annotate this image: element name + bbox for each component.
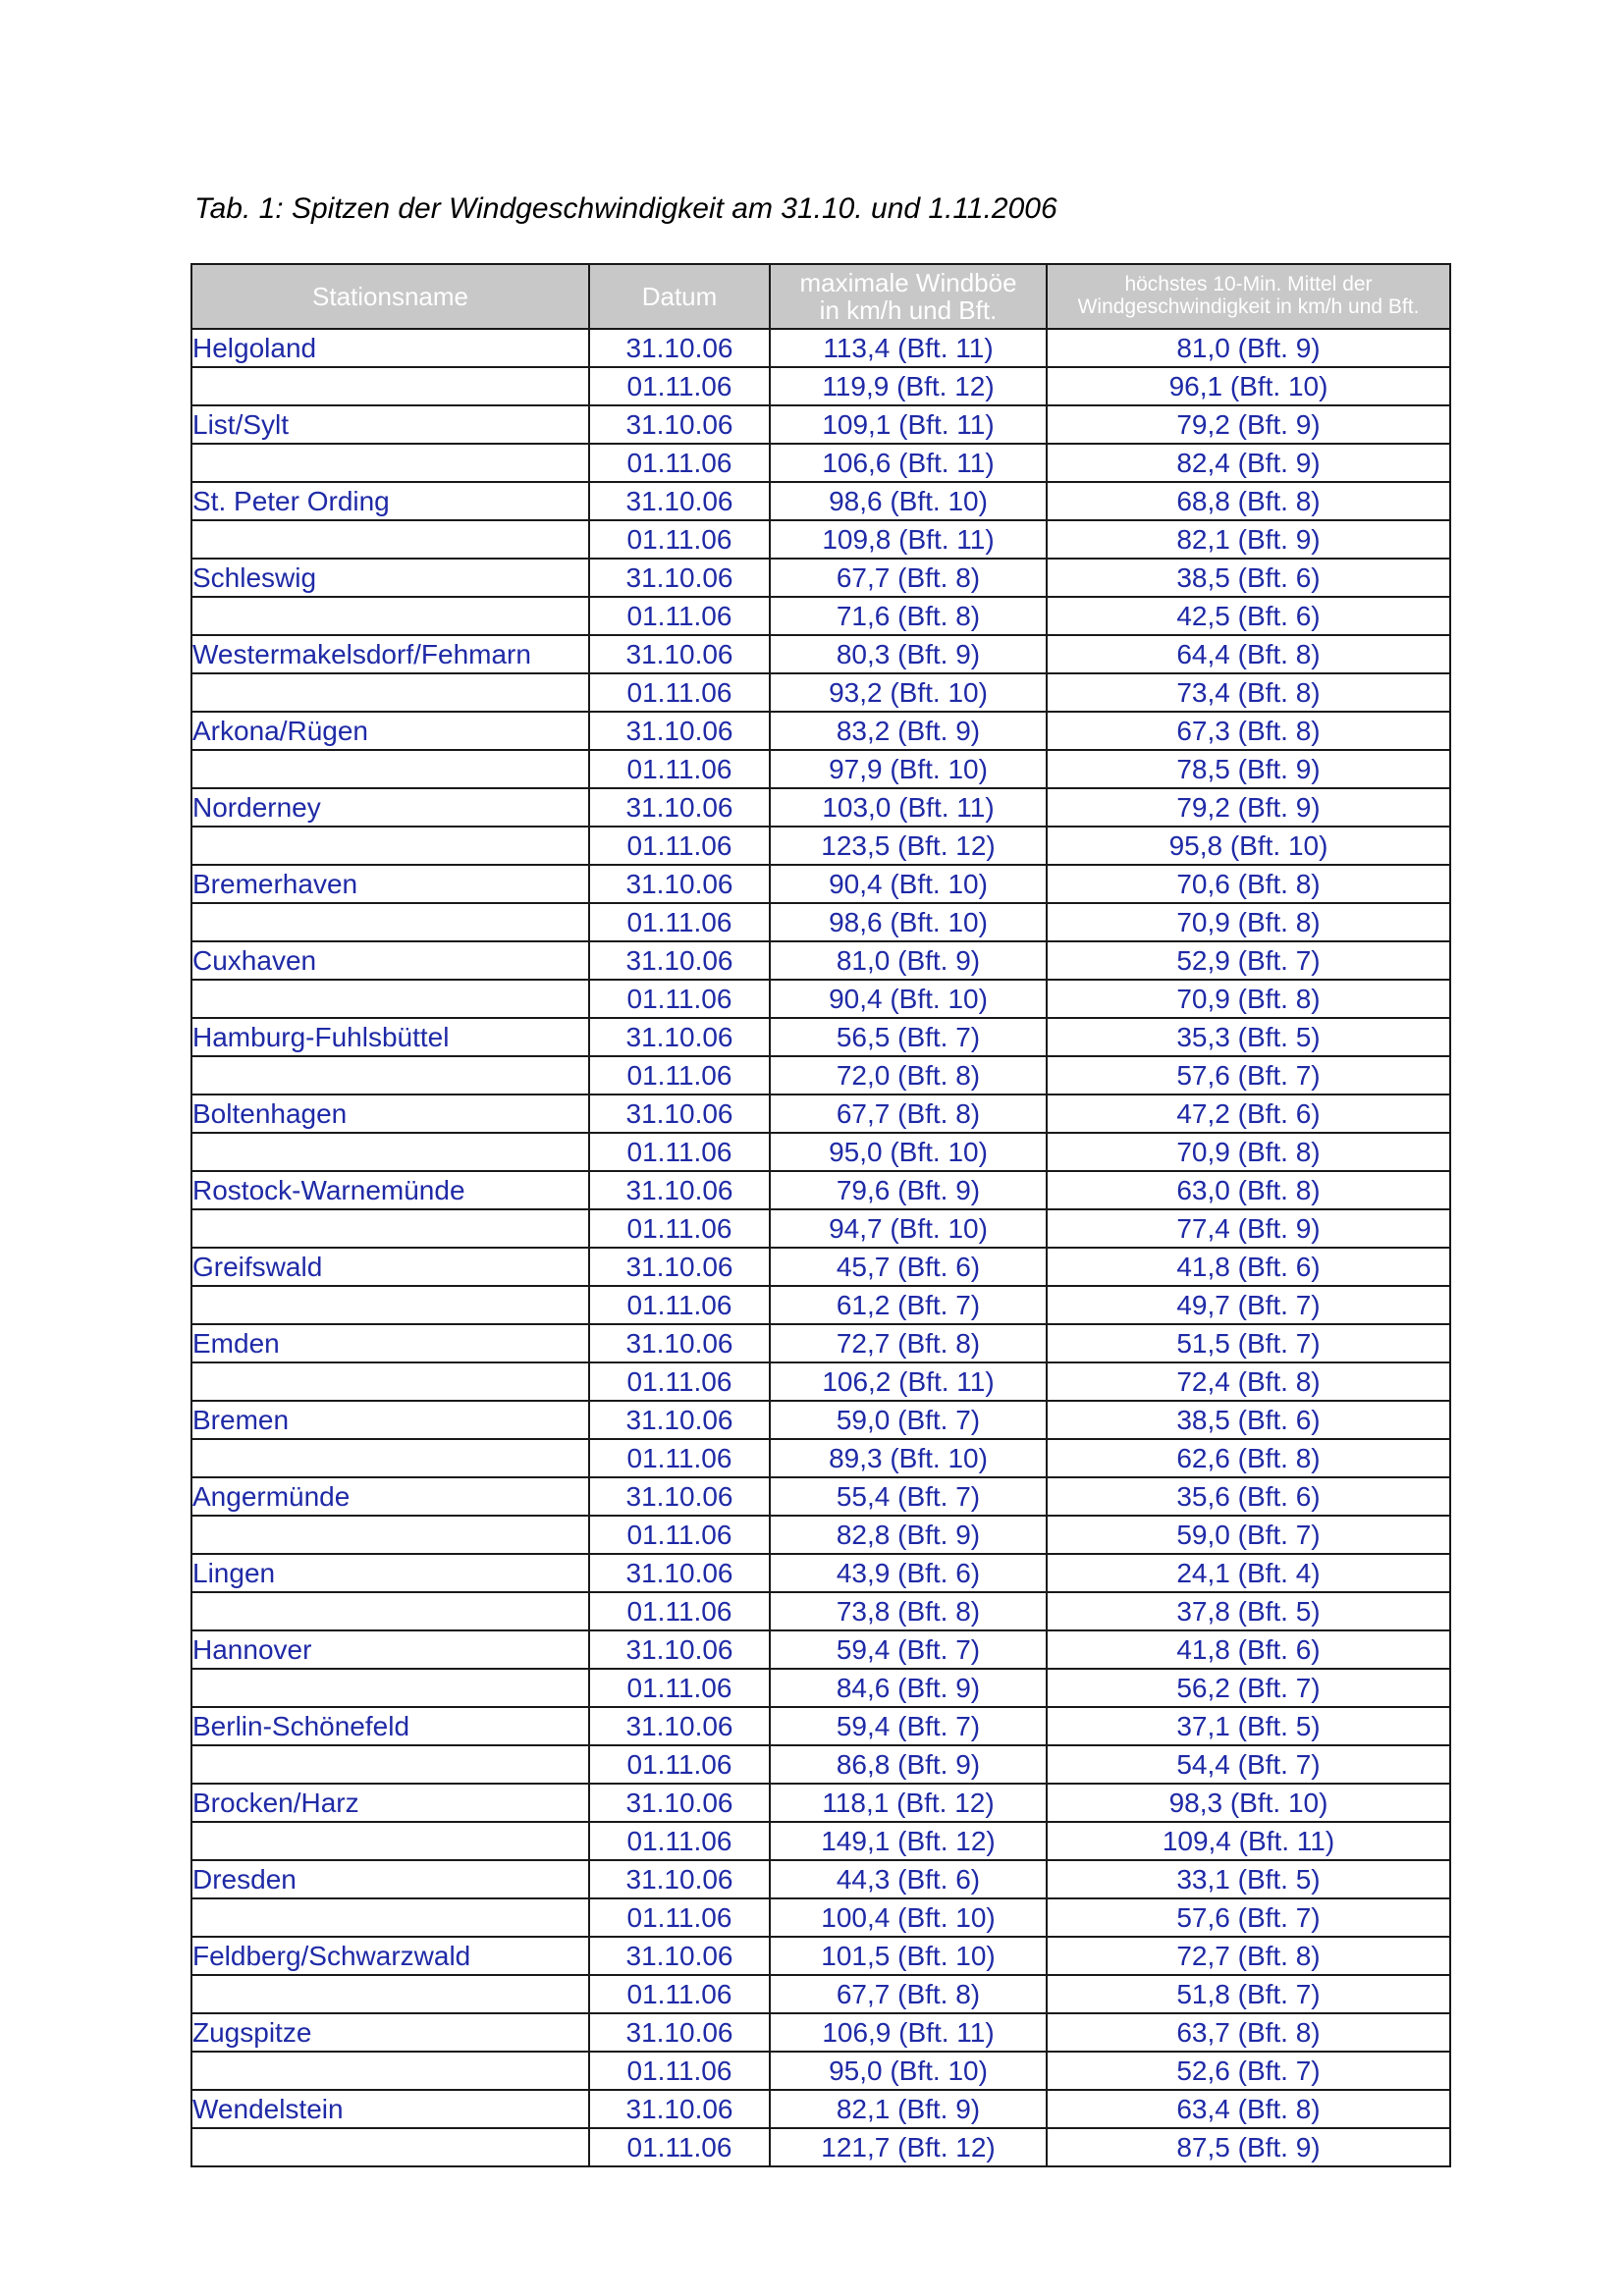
max-gust-cell: 98,6 (Bft. 10) bbox=[770, 482, 1047, 520]
max-mean-cell: 51,8 (Bft. 7) bbox=[1047, 1975, 1450, 2013]
header-max-gust bbox=[770, 264, 1047, 329]
max-mean-cell: 96,1 (Bft. 10) bbox=[1047, 367, 1450, 405]
table-row bbox=[191, 1822, 1450, 1860]
table-row bbox=[191, 482, 1450, 520]
max-mean-cell: 52,9 (Bft. 7) bbox=[1047, 941, 1450, 980]
date-cell: 31.10.06 bbox=[589, 1554, 770, 1592]
max-gust-cell: 59,4 (Bft. 7) bbox=[770, 1630, 1047, 1669]
header-max-mean-line2: Windgeschwindigkeit in km/h und Bft. bbox=[1077, 295, 1420, 318]
station-cell: Angermünde bbox=[191, 1477, 589, 1516]
table-row bbox=[191, 2013, 1450, 2052]
date-cell: 01.11.06 bbox=[589, 903, 770, 941]
station-cell bbox=[191, 750, 589, 788]
date-cell: 01.11.06 bbox=[589, 520, 770, 559]
max-gust-cell: 44,3 (Bft. 6) bbox=[770, 1860, 1047, 1898]
date-cell: 31.10.06 bbox=[589, 329, 770, 367]
date-cell: 01.11.06 bbox=[589, 980, 770, 1018]
station-cell: Westermakelsdorf/Fehmarn bbox=[191, 635, 589, 673]
max-mean-cell: 77,4 (Bft. 9) bbox=[1047, 1209, 1450, 1248]
max-gust-cell: 106,9 (Bft. 11) bbox=[770, 2013, 1047, 2052]
max-gust-cell: 83,2 (Bft. 9) bbox=[770, 712, 1047, 750]
table-row bbox=[191, 673, 1450, 712]
table-row bbox=[191, 1937, 1450, 1975]
station-cell bbox=[191, 444, 589, 482]
date-cell: 01.11.06 bbox=[589, 1516, 770, 1554]
table-row bbox=[191, 1171, 1450, 1209]
table-row bbox=[191, 1362, 1450, 1401]
table-row bbox=[191, 405, 1450, 444]
max-mean-cell: 82,1 (Bft. 9) bbox=[1047, 520, 1450, 559]
station-cell bbox=[191, 367, 589, 405]
header-date: Datum bbox=[589, 264, 770, 329]
max-gust-cell: 113,4 (Bft. 11) bbox=[770, 329, 1047, 367]
max-gust-cell: 56,5 (Bft. 7) bbox=[770, 1018, 1047, 1056]
date-cell: 31.10.06 bbox=[589, 712, 770, 750]
max-gust-cell: 59,4 (Bft. 7) bbox=[770, 1707, 1047, 1745]
table-row bbox=[191, 1056, 1450, 1095]
max-mean-cell: 38,5 (Bft. 6) bbox=[1047, 559, 1450, 597]
max-gust-cell: 81,0 (Bft. 9) bbox=[770, 941, 1047, 980]
station-cell: Cuxhaven bbox=[191, 941, 589, 980]
station-cell: St. Peter Ording bbox=[191, 482, 589, 520]
table-row bbox=[191, 444, 1450, 482]
max-mean-cell: 62,6 (Bft. 8) bbox=[1047, 1439, 1450, 1477]
date-cell: 01.11.06 bbox=[589, 673, 770, 712]
max-mean-cell: 72,7 (Bft. 8) bbox=[1047, 1937, 1450, 1975]
max-gust-cell: 149,1 (Bft. 12) bbox=[770, 1822, 1047, 1860]
date-cell: 31.10.06 bbox=[589, 2013, 770, 2052]
max-mean-cell: 37,8 (Bft. 5) bbox=[1047, 1592, 1450, 1630]
table-row bbox=[191, 1860, 1450, 1898]
max-gust-cell: 106,2 (Bft. 11) bbox=[770, 1362, 1047, 1401]
max-gust-cell: 118,1 (Bft. 12) bbox=[770, 1784, 1047, 1822]
table-row bbox=[191, 1898, 1450, 1937]
max-gust-cell: 106,6 (Bft. 11) bbox=[770, 444, 1047, 482]
date-cell: 31.10.06 bbox=[589, 1095, 770, 1133]
max-gust-cell: 109,8 (Bft. 11) bbox=[770, 520, 1047, 559]
table-row bbox=[191, 1248, 1450, 1286]
station-cell: Zugspitze bbox=[191, 2013, 589, 2052]
table-row bbox=[191, 750, 1450, 788]
max-mean-cell: 33,1 (Bft. 5) bbox=[1047, 1860, 1450, 1898]
max-gust-cell: 90,4 (Bft. 10) bbox=[770, 980, 1047, 1018]
max-mean-cell: 35,6 (Bft. 6) bbox=[1047, 1477, 1450, 1516]
max-gust-cell: 67,7 (Bft. 8) bbox=[770, 559, 1047, 597]
date-cell: 01.11.06 bbox=[589, 1898, 770, 1937]
header-max-gust-line1: maximale Windböe bbox=[799, 267, 1017, 297]
station-cell bbox=[191, 1362, 589, 1401]
max-mean-cell: 37,1 (Bft. 5) bbox=[1047, 1707, 1450, 1745]
max-mean-cell: 49,7 (Bft. 7) bbox=[1047, 1286, 1450, 1324]
date-cell: 31.10.06 bbox=[589, 1477, 770, 1516]
max-gust-cell: 94,7 (Bft. 10) bbox=[770, 1209, 1047, 1248]
max-mean-cell: 64,4 (Bft. 8) bbox=[1047, 635, 1450, 673]
table-row bbox=[191, 1745, 1450, 1784]
station-cell bbox=[191, 1056, 589, 1095]
max-gust-cell: 61,2 (Bft. 7) bbox=[770, 1286, 1047, 1324]
table-row bbox=[191, 1707, 1450, 1745]
max-gust-cell: 95,0 (Bft. 10) bbox=[770, 1133, 1047, 1171]
max-mean-cell: 47,2 (Bft. 6) bbox=[1047, 1095, 1450, 1133]
station-cell bbox=[191, 520, 589, 559]
max-gust-cell: 59,0 (Bft. 7) bbox=[770, 1401, 1047, 1439]
station-cell bbox=[191, 1669, 589, 1707]
header-max-mean bbox=[1047, 264, 1450, 329]
max-gust-cell: 98,6 (Bft. 10) bbox=[770, 903, 1047, 941]
table-row bbox=[191, 559, 1450, 597]
max-gust-cell: 95,0 (Bft. 10) bbox=[770, 2052, 1047, 2090]
station-cell: Schleswig bbox=[191, 559, 589, 597]
table-row bbox=[191, 2052, 1450, 2090]
max-mean-cell: 79,2 (Bft. 9) bbox=[1047, 405, 1450, 444]
station-cell: List/Sylt bbox=[191, 405, 589, 444]
table-row bbox=[191, 1133, 1450, 1171]
station-cell bbox=[191, 1745, 589, 1784]
table-body bbox=[191, 329, 1450, 2166]
max-gust-cell: 97,9 (Bft. 10) bbox=[770, 750, 1047, 788]
date-cell: 31.10.06 bbox=[589, 1630, 770, 1669]
date-cell: 01.11.06 bbox=[589, 1056, 770, 1095]
table-row bbox=[191, 1401, 1450, 1439]
wind-speed-table bbox=[190, 263, 1451, 2167]
table-row bbox=[191, 597, 1450, 635]
max-gust-cell: 82,1 (Bft. 9) bbox=[770, 2090, 1047, 2128]
station-cell bbox=[191, 1898, 589, 1937]
station-cell bbox=[191, 1286, 589, 1324]
date-cell: 01.11.06 bbox=[589, 1362, 770, 1401]
date-cell: 31.10.06 bbox=[589, 941, 770, 980]
station-cell: Arkona/Rügen bbox=[191, 712, 589, 750]
station-cell: Greifswald bbox=[191, 1248, 589, 1286]
date-cell: 31.10.06 bbox=[589, 482, 770, 520]
table-row bbox=[191, 903, 1450, 941]
table-header-row bbox=[191, 264, 1450, 329]
max-mean-cell: 38,5 (Bft. 6) bbox=[1047, 1401, 1450, 1439]
max-gust-cell: 67,7 (Bft. 8) bbox=[770, 1095, 1047, 1133]
date-cell: 01.11.06 bbox=[589, 597, 770, 635]
max-mean-cell: 41,8 (Bft. 6) bbox=[1047, 1630, 1450, 1669]
table-row bbox=[191, 1439, 1450, 1477]
table-row bbox=[191, 865, 1450, 903]
max-gust-cell: 86,8 (Bft. 9) bbox=[770, 1745, 1047, 1784]
max-gust-cell: 121,7 (Bft. 12) bbox=[770, 2128, 1047, 2166]
date-cell: 01.11.06 bbox=[589, 1592, 770, 1630]
max-mean-cell: 70,9 (Bft. 8) bbox=[1047, 980, 1450, 1018]
table-row bbox=[191, 1286, 1450, 1324]
date-cell: 31.10.06 bbox=[589, 559, 770, 597]
max-mean-cell: 70,9 (Bft. 8) bbox=[1047, 903, 1450, 941]
max-gust-cell: 79,6 (Bft. 9) bbox=[770, 1171, 1047, 1209]
table-row bbox=[191, 1018, 1450, 1056]
station-cell bbox=[191, 597, 589, 635]
table-row bbox=[191, 1209, 1450, 1248]
max-mean-cell: 52,6 (Bft. 7) bbox=[1047, 2052, 1450, 2090]
max-gust-cell: 84,6 (Bft. 9) bbox=[770, 1669, 1047, 1707]
date-cell: 01.11.06 bbox=[589, 1209, 770, 1248]
date-cell: 01.11.06 bbox=[589, 1439, 770, 1477]
header-station: Stationsname bbox=[191, 264, 589, 329]
date-cell: 01.11.06 bbox=[589, 1669, 770, 1707]
max-mean-cell: 72,4 (Bft. 8) bbox=[1047, 1362, 1450, 1401]
date-cell: 31.10.06 bbox=[589, 865, 770, 903]
max-gust-cell: 55,4 (Bft. 7) bbox=[770, 1477, 1047, 1516]
header-max-gust-line2: in km/h und Bft. bbox=[819, 295, 998, 325]
station-cell bbox=[191, 1975, 589, 2013]
station-cell bbox=[191, 1822, 589, 1860]
max-mean-cell: 67,3 (Bft. 8) bbox=[1047, 712, 1450, 750]
max-gust-cell: 80,3 (Bft. 9) bbox=[770, 635, 1047, 673]
max-gust-cell: 101,5 (Bft. 10) bbox=[770, 1937, 1047, 1975]
max-mean-cell: 59,0 (Bft. 7) bbox=[1047, 1516, 1450, 1554]
station-cell: Helgoland bbox=[191, 329, 589, 367]
table-row bbox=[191, 1324, 1450, 1362]
max-gust-cell: 100,4 (Bft. 10) bbox=[770, 1898, 1047, 1937]
table-row bbox=[191, 329, 1450, 367]
date-cell: 31.10.06 bbox=[589, 1248, 770, 1286]
station-cell: Emden bbox=[191, 1324, 589, 1362]
max-gust-cell: 90,4 (Bft. 10) bbox=[770, 865, 1047, 903]
station-cell: Bremen bbox=[191, 1401, 589, 1439]
station-cell: Brocken/Harz bbox=[191, 1784, 589, 1822]
date-cell: 31.10.06 bbox=[589, 1707, 770, 1745]
max-mean-cell: 51,5 (Bft. 7) bbox=[1047, 1324, 1450, 1362]
max-mean-cell: 87,5 (Bft. 9) bbox=[1047, 2128, 1450, 2166]
station-cell: Dresden bbox=[191, 1860, 589, 1898]
table-row bbox=[191, 1516, 1450, 1554]
station-cell bbox=[191, 1133, 589, 1171]
header-max-mean-line1: höchstes 10-Min. Mittel der bbox=[1124, 273, 1373, 296]
max-mean-cell: 109,4 (Bft. 11) bbox=[1047, 1822, 1450, 1860]
station-cell bbox=[191, 1439, 589, 1477]
table-row bbox=[191, 520, 1450, 559]
date-cell: 31.10.06 bbox=[589, 405, 770, 444]
table-row bbox=[191, 1669, 1450, 1707]
max-gust-cell: 93,2 (Bft. 10) bbox=[770, 673, 1047, 712]
max-mean-cell: 98,3 (Bft. 10) bbox=[1047, 1784, 1450, 1822]
date-cell: 31.10.06 bbox=[589, 1784, 770, 1822]
max-mean-cell: 63,7 (Bft. 8) bbox=[1047, 2013, 1450, 2052]
max-gust-cell: 73,8 (Bft. 8) bbox=[770, 1592, 1047, 1630]
max-mean-cell: 63,0 (Bft. 8) bbox=[1047, 1171, 1450, 1209]
station-cell: Norderney bbox=[191, 788, 589, 827]
max-mean-cell: 68,8 (Bft. 8) bbox=[1047, 482, 1450, 520]
date-cell: 31.10.06 bbox=[589, 1324, 770, 1362]
date-cell: 01.11.06 bbox=[589, 1286, 770, 1324]
date-cell: 31.10.06 bbox=[589, 635, 770, 673]
table-row bbox=[191, 2128, 1450, 2166]
max-mean-cell: 57,6 (Bft. 7) bbox=[1047, 1898, 1450, 1937]
max-gust-cell: 82,8 (Bft. 9) bbox=[770, 1516, 1047, 1554]
max-gust-cell: 43,9 (Bft. 6) bbox=[770, 1554, 1047, 1592]
max-gust-cell: 119,9 (Bft. 12) bbox=[770, 367, 1047, 405]
max-gust-cell: 72,0 (Bft. 8) bbox=[770, 1056, 1047, 1095]
max-mean-cell: 42,5 (Bft. 6) bbox=[1047, 597, 1450, 635]
max-mean-cell: 73,4 (Bft. 8) bbox=[1047, 673, 1450, 712]
table-row bbox=[191, 1554, 1450, 1592]
table-row bbox=[191, 980, 1450, 1018]
station-cell bbox=[191, 827, 589, 865]
max-mean-cell: 57,6 (Bft. 7) bbox=[1047, 1056, 1450, 1095]
max-mean-cell: 81,0 (Bft. 9) bbox=[1047, 329, 1450, 367]
max-mean-cell: 41,8 (Bft. 6) bbox=[1047, 1248, 1450, 1286]
table-row bbox=[191, 367, 1450, 405]
table-row bbox=[191, 1592, 1450, 1630]
station-cell bbox=[191, 1592, 589, 1630]
max-gust-cell: 71,6 (Bft. 8) bbox=[770, 597, 1047, 635]
date-cell: 01.11.06 bbox=[589, 367, 770, 405]
date-cell: 31.10.06 bbox=[589, 1171, 770, 1209]
station-cell: Boltenhagen bbox=[191, 1095, 589, 1133]
station-cell: Hannover bbox=[191, 1630, 589, 1669]
table-row bbox=[191, 1630, 1450, 1669]
date-cell: 31.10.06 bbox=[589, 2090, 770, 2128]
station-cell bbox=[191, 2052, 589, 2090]
date-cell: 31.10.06 bbox=[589, 1937, 770, 1975]
date-cell: 31.10.06 bbox=[589, 1401, 770, 1439]
max-mean-cell: 79,2 (Bft. 9) bbox=[1047, 788, 1450, 827]
max-gust-cell: 109,1 (Bft. 11) bbox=[770, 405, 1047, 444]
date-cell: 01.11.06 bbox=[589, 2052, 770, 2090]
max-gust-cell: 103,0 (Bft. 11) bbox=[770, 788, 1047, 827]
max-mean-cell: 82,4 (Bft. 9) bbox=[1047, 444, 1450, 482]
max-gust-cell: 89,3 (Bft. 10) bbox=[770, 1439, 1047, 1477]
max-mean-cell: 54,4 (Bft. 7) bbox=[1047, 1745, 1450, 1784]
max-gust-cell: 45,7 (Bft. 6) bbox=[770, 1248, 1047, 1286]
station-cell: Hamburg-Fuhlsbüttel bbox=[191, 1018, 589, 1056]
max-mean-cell: 24,1 (Bft. 4) bbox=[1047, 1554, 1450, 1592]
date-cell: 01.11.06 bbox=[589, 1745, 770, 1784]
max-mean-cell: 78,5 (Bft. 9) bbox=[1047, 750, 1450, 788]
station-cell: Bremerhaven bbox=[191, 865, 589, 903]
station-cell: Lingen bbox=[191, 1554, 589, 1592]
max-mean-cell: 35,3 (Bft. 5) bbox=[1047, 1018, 1450, 1056]
station-cell: Feldberg/Schwarzwald bbox=[191, 1937, 589, 1975]
max-mean-cell: 56,2 (Bft. 7) bbox=[1047, 1669, 1450, 1707]
date-cell: 31.10.06 bbox=[589, 788, 770, 827]
table-row bbox=[191, 712, 1450, 750]
date-cell: 01.11.06 bbox=[589, 444, 770, 482]
date-cell: 01.11.06 bbox=[589, 1822, 770, 1860]
date-cell: 31.10.06 bbox=[589, 1018, 770, 1056]
max-mean-cell: 70,6 (Bft. 8) bbox=[1047, 865, 1450, 903]
station-cell: Berlin-Schönefeld bbox=[191, 1707, 589, 1745]
station-cell bbox=[191, 1516, 589, 1554]
table-row bbox=[191, 941, 1450, 980]
max-gust-cell: 72,7 (Bft. 8) bbox=[770, 1324, 1047, 1362]
date-cell: 01.11.06 bbox=[589, 1133, 770, 1171]
station-cell: Wendelstein bbox=[191, 2090, 589, 2128]
table-row bbox=[191, 1095, 1450, 1133]
date-cell: 01.11.06 bbox=[589, 2128, 770, 2166]
max-gust-cell: 123,5 (Bft. 12) bbox=[770, 827, 1047, 865]
max-mean-cell: 95,8 (Bft. 10) bbox=[1047, 827, 1450, 865]
table-caption: Tab. 1: Spitzen der Windgeschwindigkeit am 31.10. und 1.11.2006 bbox=[194, 192, 1057, 225]
table-row bbox=[191, 1477, 1450, 1516]
station-cell bbox=[191, 1209, 589, 1248]
station-cell bbox=[191, 903, 589, 941]
table-row bbox=[191, 827, 1450, 865]
station-cell bbox=[191, 673, 589, 712]
table-row bbox=[191, 1975, 1450, 2013]
table-row bbox=[191, 2090, 1450, 2128]
station-cell bbox=[191, 2128, 589, 2166]
date-cell: 01.11.06 bbox=[589, 827, 770, 865]
date-cell: 01.11.06 bbox=[589, 750, 770, 788]
max-mean-cell: 70,9 (Bft. 8) bbox=[1047, 1133, 1450, 1171]
station-cell: Rostock-Warnemünde bbox=[191, 1171, 589, 1209]
max-gust-cell: 67,7 (Bft. 8) bbox=[770, 1975, 1047, 2013]
table-row bbox=[191, 1784, 1450, 1822]
station-cell bbox=[191, 980, 589, 1018]
table-row bbox=[191, 788, 1450, 827]
date-cell: 31.10.06 bbox=[589, 1860, 770, 1898]
date-cell: 01.11.06 bbox=[589, 1975, 770, 2013]
table-row bbox=[191, 635, 1450, 673]
max-mean-cell: 63,4 (Bft. 8) bbox=[1047, 2090, 1450, 2128]
